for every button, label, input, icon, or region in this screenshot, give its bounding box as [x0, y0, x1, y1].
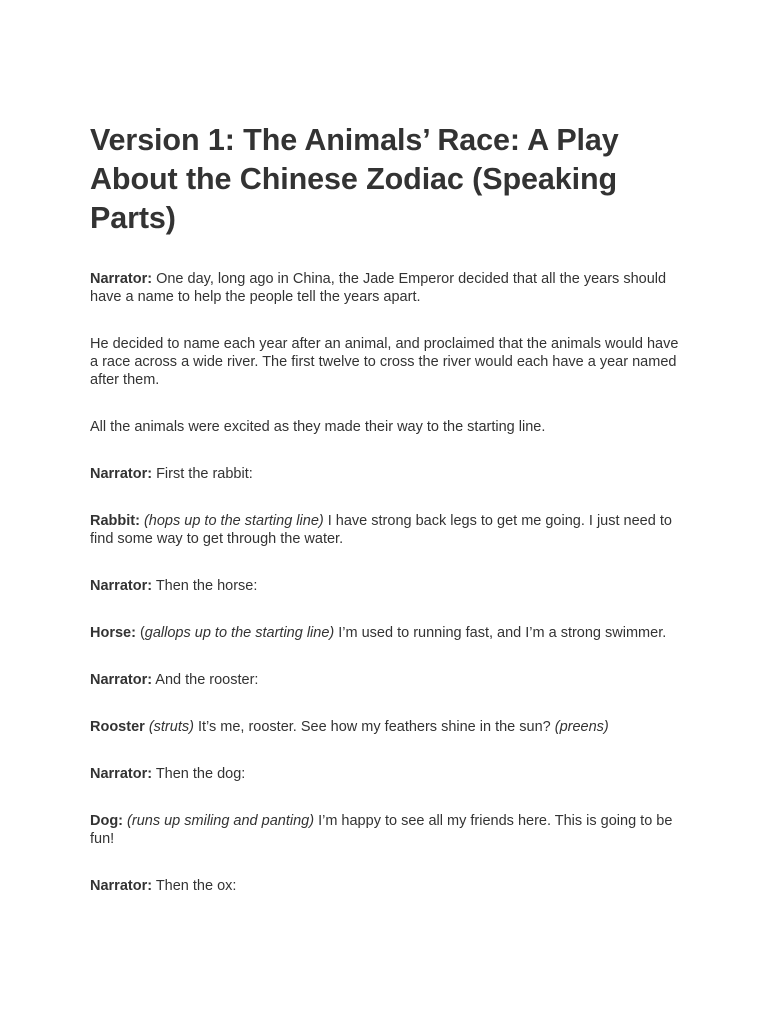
speaker-label: Horse: — [90, 625, 136, 641]
stage-direction: gallops up to the starting line) — [144, 625, 335, 641]
line-text: All the animals were excited as they made their way to the starting line. — [90, 419, 546, 435]
speaker-label: Narrator: — [90, 878, 153, 894]
paragraph-rabbit — [90, 512, 682, 548]
document-page — [90, 121, 682, 924]
speaker-label: Narrator: — [90, 672, 153, 688]
paragraph-race-proclamation — [90, 335, 682, 389]
stage-direction: (hops up to the starting line) — [139, 513, 324, 529]
paragraph-narrator-rabbit — [90, 465, 682, 483]
line-text: Then the ox: — [152, 878, 237, 894]
line-text: Then the dog: — [152, 766, 246, 782]
stage-prefix: ( — [135, 625, 145, 641]
line-text: One day, long ago in China, the Jade Emperor decided that all the years should have a name to help the people tell the years apart. — [90, 271, 667, 305]
paragraph-narrator-ox — [90, 877, 682, 895]
speaker-label: Rabbit: — [90, 513, 140, 529]
line-text: It’s me, rooster. See how my feathers shine in the sun? — [193, 719, 555, 735]
paragraph-horse — [90, 624, 682, 642]
stage-direction: (struts) — [144, 719, 194, 735]
paragraph-starting-line — [90, 418, 682, 436]
line-text: He decided to name each year after an animal, and proclaimed that the animals would have a race across a wide river. The first twelve to cross the river would each have a year named after them. — [90, 336, 679, 388]
speaker-label: Narrator: — [90, 766, 153, 782]
paragraph-rooster — [90, 718, 682, 736]
stage-direction-end: (preens) — [554, 719, 609, 735]
line-text: Then the horse: — [152, 578, 258, 594]
speaker-label: Narrator: — [90, 271, 153, 287]
paragraph-narrator-dog — [90, 765, 682, 783]
speaker-label: Narrator: — [90, 578, 153, 594]
line-text: And the rooster: — [152, 672, 259, 688]
paragraph-narrator-intro — [90, 270, 682, 306]
page-title: Version 1: The Animals’ Race: A Play About the Chinese Zodiac (Speaking Parts) — [90, 123, 619, 235]
line-text: I’m used to running fast, and I’m a strong swimmer. — [334, 625, 667, 641]
line-text: First the rabbit: — [152, 466, 253, 482]
line-text: I have strong back legs to get me going. I just need to find some way to get through the water. — [90, 513, 672, 547]
paragraph-narrator-horse — [90, 577, 682, 595]
line-text: I’m happy to see all my friends here. This is going to be fun! — [90, 813, 673, 847]
speaker-label: Narrator: — [90, 466, 153, 482]
stage-direction: (runs up smiling and panting) — [123, 813, 315, 829]
speaker-label: Dog: — [90, 813, 124, 829]
speaker-label: Rooster — [90, 719, 145, 735]
paragraph-narrator-rooster — [90, 671, 682, 689]
paragraph-dog — [90, 812, 682, 848]
